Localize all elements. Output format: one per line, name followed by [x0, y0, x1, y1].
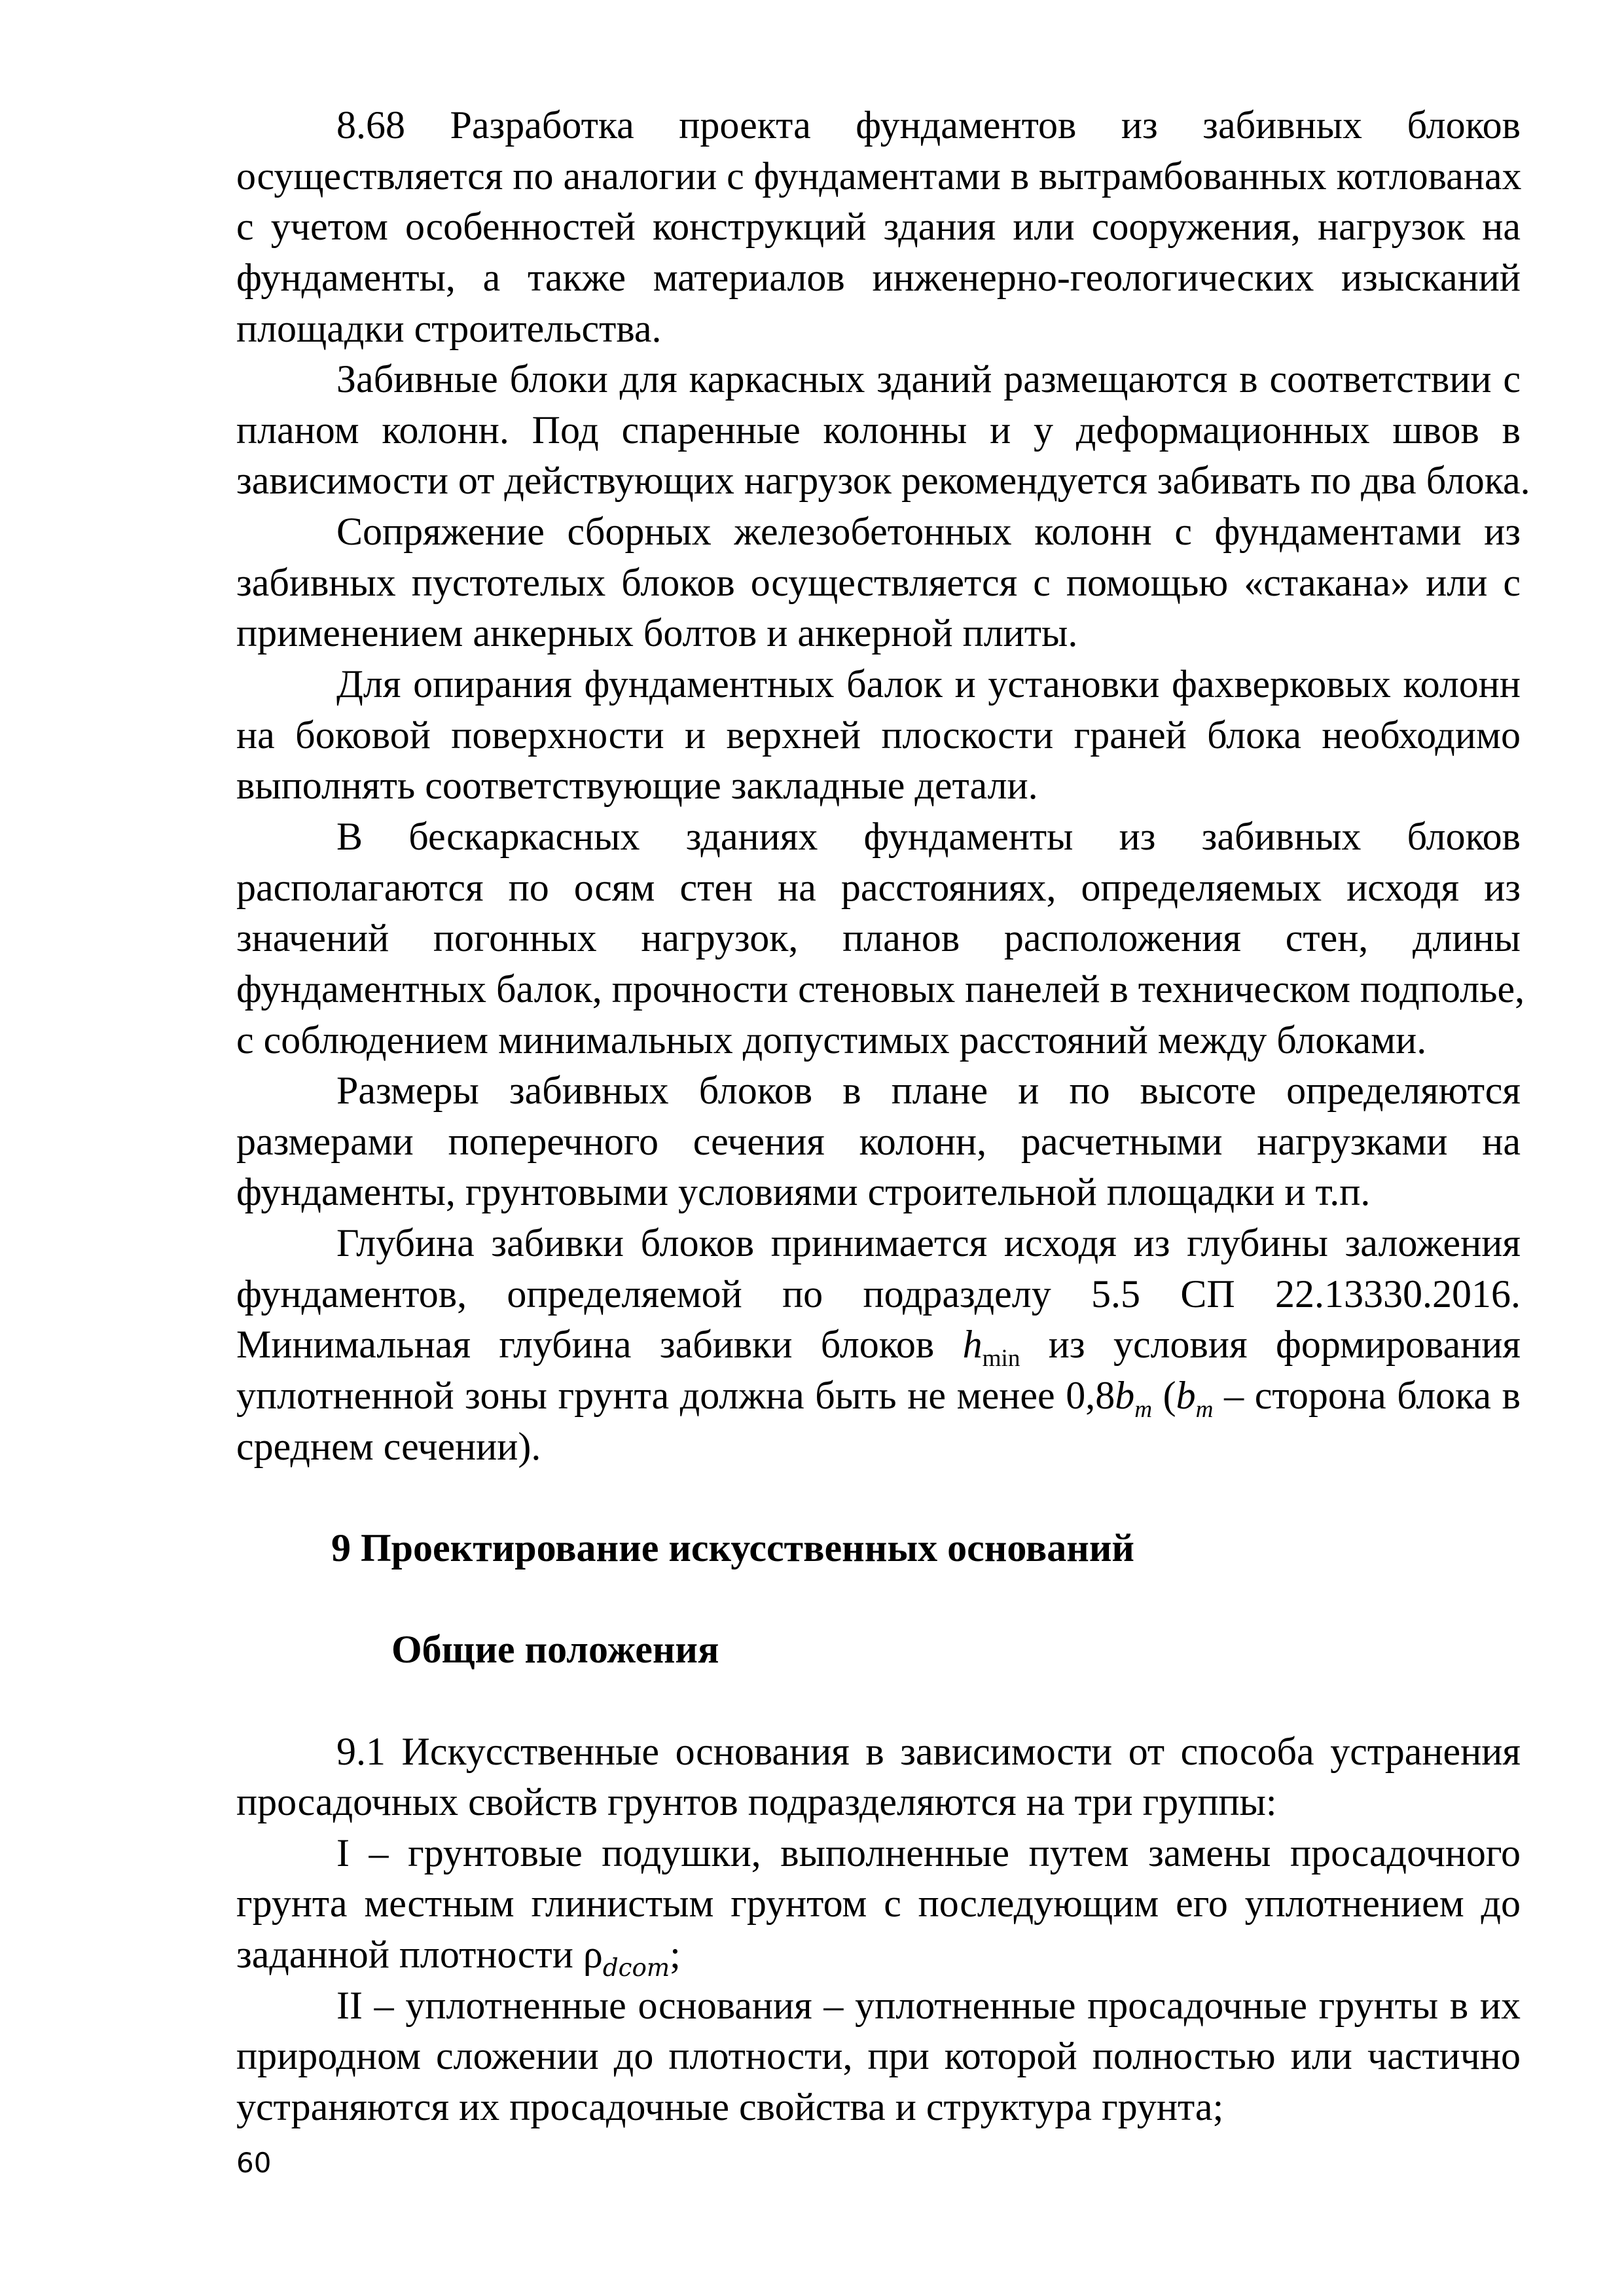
page-number: 60 — [236, 2147, 272, 2179]
text-line: Размеры забивных блоков в плане и по высоте определяются — [336, 1069, 1521, 1113]
text-line: природном сложении до плотности, при которой полностью или частично — [236, 2034, 1521, 2078]
formula-h-min: $h_{min}$ — [962, 1323, 1020, 1372]
text-line: 8.68 Разработка проекта фундаментов из забивных блоков — [336, 103, 1521, 147]
document-body — [236, 100, 1530, 2133]
paragraph — [236, 100, 1521, 354]
text-line: осуществляется по аналогии с фундаментами в вытрамбованных котлованах — [236, 154, 1522, 198]
paragraph-group-1 — [236, 1828, 1521, 1981]
text-line: забивных пустотелых блоков осуществляется с помощью «стакана» или с — [236, 560, 1521, 604]
paragraph-depth — [236, 1218, 1521, 1472]
text-line — [236, 1319, 1521, 1371]
text-line: среднем сечении). — [236, 1424, 541, 1468]
text-line: 9.1 Искусственные основания в зависимости от способа устранения — [336, 1729, 1521, 1773]
text-line: планом колонн. Под спаренные колонны и у деформационных швов в — [236, 408, 1521, 452]
text-line: значений погонных нагрузок, планов расположения стен, длины — [236, 916, 1521, 960]
text-line: просадочных свойств грунтов подразделяются на три группы: — [236, 1780, 1277, 1824]
text: ; — [670, 1933, 681, 1977]
text-line — [236, 1371, 1521, 1422]
text: заданной плотности ρ — [236, 1933, 603, 1977]
text-line: II – уплотненные основания – уплотненные просадочные грунты в их — [336, 1983, 1521, 2027]
text-line: грунта местным глинистым грунтом с последующим его уплотнением до — [236, 1882, 1521, 1926]
paragraph — [236, 507, 1521, 659]
paragraph — [236, 1066, 1521, 1218]
text: ( — [1152, 1374, 1176, 1418]
text-line: размерами поперечного сечения колонн, расчетными нагрузками на — [236, 1119, 1521, 1163]
text-line: применением анкерных болтов и анкерной плиты. — [236, 611, 1078, 655]
text-line: I – грунтовые подушки, выполненные путем замены просадочного — [336, 1831, 1521, 1874]
text-line: зависимости от действующих нагрузок рекомендуется забивать по два блока. — [236, 459, 1530, 503]
section-8-68 — [236, 100, 1530, 1218]
text-line: Глубина забивки блоков принимается исходя из глубины заложения — [336, 1221, 1521, 1265]
formula-bm: $b_m$ — [1115, 1374, 1153, 1424]
text-line: Забивные блоки для каркасных зданий размещаются в соответствии с — [336, 357, 1521, 401]
section-heading: 9 Проектирование искусственных оснований — [331, 1526, 1134, 1570]
text-line: выполнять соответствующие закладные детали. — [236, 764, 1038, 808]
text-line: В бескаркасных зданиях фундаменты из забивных блоков — [336, 814, 1521, 858]
formula-rho-dcom: dcom — [602, 1953, 670, 1982]
section-9-1 — [236, 1727, 1521, 1828]
text-line: располагаются по осям стен на расстояниях, определяемых исходя из — [236, 865, 1521, 909]
text: уплотненной зоны грунта должна быть не менее 0,8 — [236, 1374, 1115, 1418]
text-line: фундаменты, грунтовыми условиями строительной площадки и т.п. — [236, 1170, 1371, 1214]
text-line: Сопряжение сборных железобетонных колонн с фундаментами из — [336, 510, 1521, 554]
text-line: площадки строительства. — [236, 306, 662, 350]
text-line: фундаментных балок, прочности стеновых панелей в техническом подполье, — [236, 967, 1525, 1011]
text-line: фундаментов, определяемой по подразделу 5.5 СП 22.13330.2016. — [236, 1272, 1521, 1316]
paragraph — [236, 1981, 1521, 2133]
text-line: устраняются их просадочные свойства и структура грунта; — [236, 2085, 1224, 2128]
text-line: фундаменты, а также материалов инженерно-геологических изысканий — [236, 255, 1521, 299]
subsection-heading: Общие положения — [391, 1628, 719, 1672]
paragraph — [236, 1727, 1521, 1828]
text-line: Для опирания фундаментных балок и установки фахверковых колонн — [336, 662, 1521, 706]
paragraph — [236, 812, 1525, 1066]
text: из условия формирования — [1020, 1323, 1521, 1367]
text-line: на боковой поверхности и верхней плоскости граней блока необходимо — [236, 713, 1521, 757]
text-line: с учетом особенностей конструкций здания или сооружения, нагрузок на — [236, 205, 1521, 249]
paragraph — [236, 659, 1521, 812]
paragraph — [236, 354, 1530, 507]
text: – сторона блока в — [1213, 1374, 1521, 1418]
text-line: с соблюдением минимальных допустимых расстояний между блоками. — [236, 1018, 1427, 1062]
formula-bm: $b_m$ — [1176, 1374, 1214, 1424]
text-line — [236, 1929, 1521, 1981]
text: Минимальная глубина забивки блоков — [236, 1323, 963, 1367]
paragraph-group-2 — [236, 1981, 1521, 2133]
